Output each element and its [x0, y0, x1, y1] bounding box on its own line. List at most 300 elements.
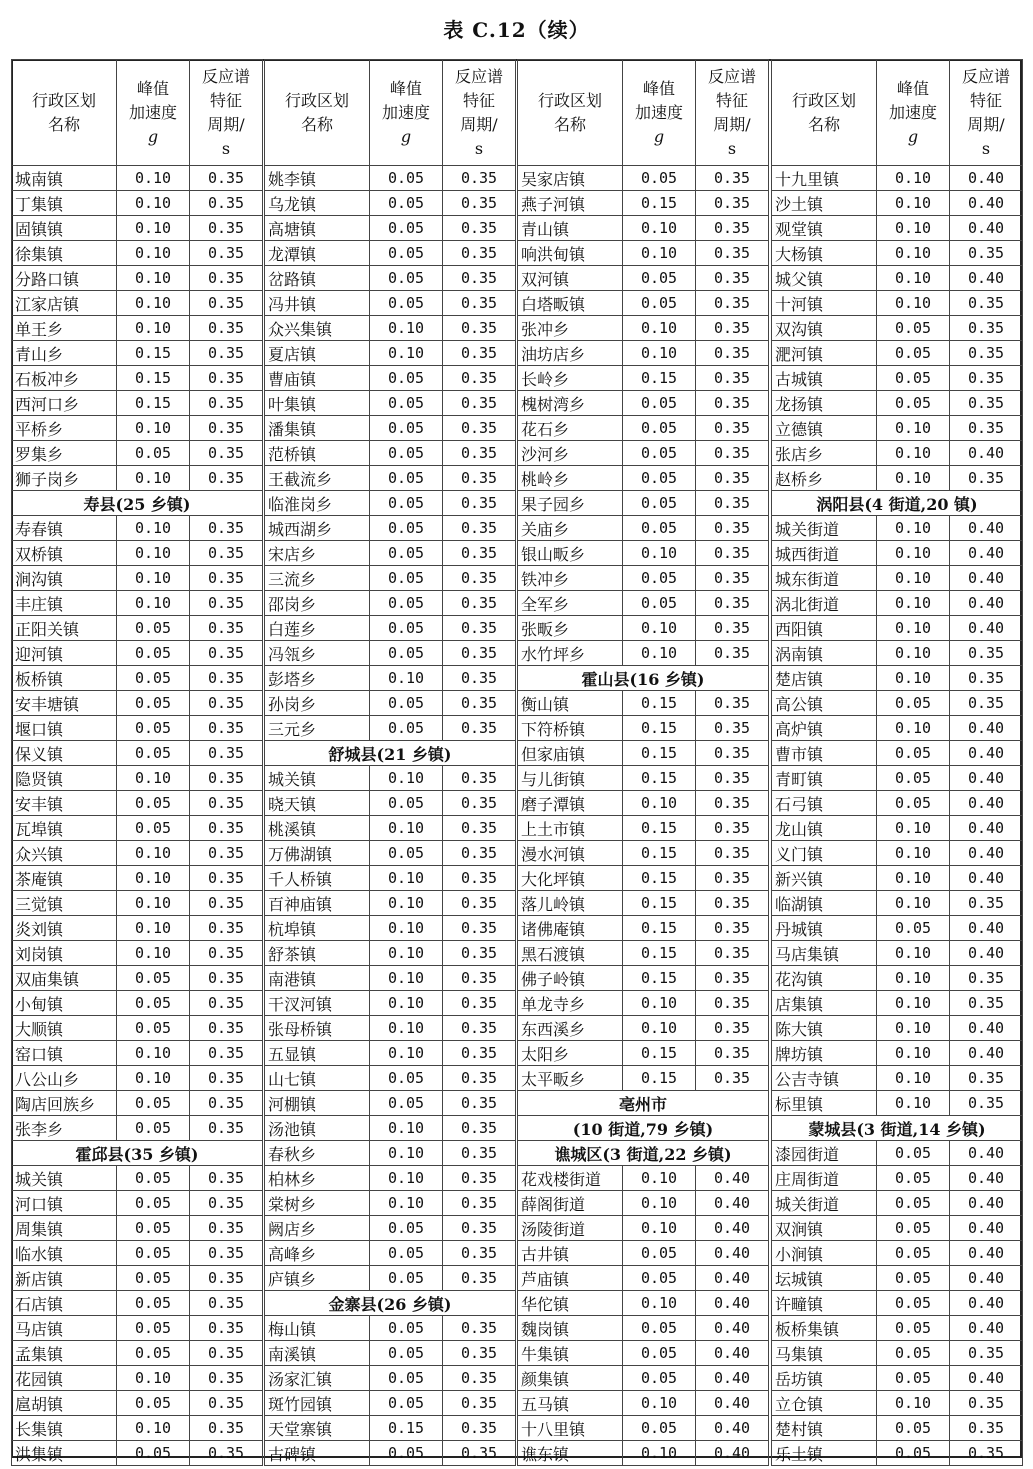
period-value: 0.40: [950, 791, 1023, 816]
region-name: 青町镇: [772, 766, 877, 791]
table-row: [12, 691, 263, 716]
table-row: [12, 266, 263, 291]
region-name: 河棚镇: [265, 1091, 370, 1116]
peak-acceleration-value: 0.05: [370, 716, 443, 741]
period-value: 0.40: [696, 1391, 769, 1416]
table-row: [12, 191, 263, 216]
peak-acceleration-value: 0.15: [623, 716, 696, 741]
group-heading: 亳州市: [518, 1091, 769, 1116]
table-row: [12, 841, 263, 866]
period-value: 0.35: [443, 566, 516, 591]
peak-acceleration-value: 0.15: [623, 741, 696, 766]
region-name: 长集镇: [12, 1416, 117, 1441]
peak-acceleration-value: 0.05: [117, 1191, 190, 1216]
period-value: 0.40: [696, 1366, 769, 1391]
peak-acceleration-value: 0.10: [623, 1391, 696, 1416]
peak-acceleration-value: 0.15: [623, 1066, 696, 1091]
period-value: 0.35: [696, 491, 769, 516]
region-name: 庐镇乡: [265, 1266, 370, 1291]
peak-acceleration-value: 0.05: [370, 841, 443, 866]
table-row: [265, 1191, 516, 1216]
table-row: [265, 291, 516, 316]
peak-acceleration-value: 0.05: [370, 1366, 443, 1391]
region-name: 乐土镇: [772, 1441, 877, 1466]
region-name: 丹城镇: [772, 916, 877, 941]
region-name: 斑竹园镇: [265, 1391, 370, 1416]
table-row: [518, 616, 769, 641]
header-row: [265, 60, 516, 166]
table-row: [518, 891, 769, 916]
table-row: [12, 241, 263, 266]
peak-acceleration-value: 0.05: [117, 1091, 190, 1116]
table-row: [265, 766, 516, 791]
period-value: 0.40: [950, 866, 1023, 891]
period-value: 0.35: [443, 1241, 516, 1266]
region-name: 青山镇: [518, 216, 623, 241]
table-row: [772, 1216, 1023, 1241]
peak-acceleration-value: 0.15: [623, 966, 696, 991]
table-row: [265, 616, 516, 641]
region-name: 众兴集镇: [265, 316, 370, 341]
region-name: 炎刘镇: [12, 916, 117, 941]
peak-acceleration-value: 0.10: [877, 891, 950, 916]
peak-acceleration-value: 0.05: [877, 391, 950, 416]
peak-acceleration-value: 0.10: [877, 1016, 950, 1041]
region-name: 大顺镇: [12, 1016, 117, 1041]
region-name: 店集镇: [772, 991, 877, 1016]
period-value: 0.35: [443, 1166, 516, 1191]
region-name: 冯瓴乡: [265, 641, 370, 666]
table-row: [772, 991, 1023, 1016]
group-heading: 寿县(25 乡镇): [12, 491, 263, 516]
peak-acceleration-value: 0.10: [370, 766, 443, 791]
peak-acceleration-value: 0.05: [877, 341, 950, 366]
period-value: 0.35: [443, 1141, 516, 1166]
period-value: 0.40: [950, 1191, 1023, 1216]
period-value: 0.35: [443, 391, 516, 416]
region-name: 隐贤镇: [12, 766, 117, 791]
region-name: 公吉寺镇: [772, 1066, 877, 1091]
period-value: 0.35: [190, 666, 263, 691]
region-name: 西阳镇: [772, 616, 877, 641]
peak-acceleration-value: 0.10: [877, 466, 950, 491]
region-name: 板桥镇: [12, 666, 117, 691]
table-row: [772, 1016, 1023, 1041]
peak-acceleration-value: 0.15: [623, 916, 696, 941]
peak-acceleration-value: 0.10: [623, 341, 696, 366]
region-name: 河口镇: [12, 1191, 117, 1216]
peak-acceleration-value: 0.10: [623, 316, 696, 341]
peak-acceleration-value: 0.10: [877, 716, 950, 741]
peak-acceleration-value: 0.05: [877, 316, 950, 341]
table-row: [772, 516, 1023, 541]
period-value: 0.35: [190, 891, 263, 916]
peak-acceleration-value: 0.10: [877, 991, 950, 1016]
group-row: [518, 1141, 769, 1166]
region-name: 千人桥镇: [265, 866, 370, 891]
table-row: [12, 1016, 263, 1041]
table-row: [518, 991, 769, 1016]
peak-acceleration-value: 0.10: [877, 1041, 950, 1066]
period-value: 0.40: [950, 566, 1023, 591]
peak-acceleration-value: 0.15: [623, 766, 696, 791]
period-value: 0.35: [443, 791, 516, 816]
region-name: 张店乡: [772, 441, 877, 466]
region-name: 丁集镇: [12, 191, 117, 216]
period-value: 0.40: [950, 716, 1023, 741]
region-name: 十八里镇: [518, 1416, 623, 1441]
peak-acceleration-value: 0.05: [623, 441, 696, 466]
period-value: 0.40: [950, 841, 1023, 866]
period-value: 0.35: [443, 1341, 516, 1366]
peak-acceleration-value: 0.10: [117, 1416, 190, 1441]
period-value: 0.40: [950, 816, 1023, 841]
period-value: 0.35: [190, 741, 263, 766]
table-row: [772, 441, 1023, 466]
table-row: [518, 741, 769, 766]
region-name: 石板冲乡: [12, 366, 117, 391]
peak-acceleration-value: 0.10: [877, 816, 950, 841]
peak-acceleration-value: 0.05: [877, 1366, 950, 1391]
seismic-table: [264, 59, 516, 1466]
period-value: 0.35: [443, 191, 516, 216]
period-value: 0.35: [190, 941, 263, 966]
peak-acceleration-value: 0.05: [117, 1241, 190, 1266]
period-value: 0.35: [443, 491, 516, 516]
peak-acceleration-value: 0.05: [623, 466, 696, 491]
table-row: [518, 866, 769, 891]
region-name: 临水镇: [12, 1241, 117, 1266]
table-row: [518, 416, 769, 441]
peak-acceleration-value: 0.05: [877, 1341, 950, 1366]
period-value: 0.35: [190, 316, 263, 341]
table-row: [772, 191, 1023, 216]
period-value: 0.35: [950, 966, 1023, 991]
table-row: [518, 591, 769, 616]
table-row: [772, 841, 1023, 866]
period-value: 0.35: [696, 966, 769, 991]
table-row: [12, 766, 263, 791]
region-name: 楚店镇: [772, 666, 877, 691]
region-name: 乌龙镇: [265, 191, 370, 216]
table-row: [265, 1316, 516, 1341]
table-row: [12, 941, 263, 966]
group-heading: (10 街道,79 乡镇): [518, 1116, 769, 1141]
peak-acceleration-value: 0.10: [117, 216, 190, 241]
peak-acceleration-value: 0.10: [370, 916, 443, 941]
peak-acceleration-value: 0.10: [370, 316, 443, 341]
period-value: 0.35: [190, 1041, 263, 1066]
period-value: 0.35: [443, 591, 516, 616]
period-value: 0.35: [696, 1041, 769, 1066]
region-name: 薛阁街道: [518, 1191, 623, 1216]
region-name: 义门镇: [772, 841, 877, 866]
region-name: 曹市镇: [772, 741, 877, 766]
peak-acceleration-value: 0.05: [370, 166, 443, 191]
table-row: [518, 366, 769, 391]
table-row: [518, 791, 769, 816]
peak-acceleration-value: 0.15: [623, 1041, 696, 1066]
peak-acceleration-value: 0.10: [623, 791, 696, 816]
region-name: 岳坊镇: [772, 1366, 877, 1391]
region-name: 张李乡: [12, 1116, 117, 1141]
period-value: 0.35: [696, 866, 769, 891]
table-row: [518, 191, 769, 216]
table-row: [772, 341, 1023, 366]
header-name: 行政区划 名称: [265, 60, 370, 166]
peak-acceleration-value: 0.05: [370, 616, 443, 641]
table-row: [265, 1066, 516, 1091]
region-name: 楚村镇: [772, 1416, 877, 1441]
period-value: 0.35: [443, 941, 516, 966]
region-name: 白塔畈镇: [518, 291, 623, 316]
region-name: 大化坪镇: [518, 866, 623, 891]
region-name: 双河镇: [518, 266, 623, 291]
peak-acceleration-value: 0.10: [877, 1391, 950, 1416]
region-name: 城关镇: [12, 1166, 117, 1191]
region-name: 涡南镇: [772, 641, 877, 666]
period-value: 0.35: [190, 716, 263, 741]
period-value: 0.35: [443, 1416, 516, 1441]
region-name: 庄周街道: [772, 1166, 877, 1191]
table-row: [265, 541, 516, 566]
region-name: 固镇镇: [12, 216, 117, 241]
period-value: 0.35: [190, 391, 263, 416]
region-name: 关庙乡: [518, 516, 623, 541]
period-value: 0.35: [443, 366, 516, 391]
period-value: 0.40: [696, 1266, 769, 1291]
region-name: 南溪镇: [265, 1341, 370, 1366]
table-row: [265, 1416, 516, 1441]
period-value: 0.35: [696, 366, 769, 391]
region-name: 佛子岭镇: [518, 966, 623, 991]
period-value: 0.35: [443, 1266, 516, 1291]
peak-acceleration-value: 0.10: [623, 1191, 696, 1216]
group-row: [518, 666, 769, 691]
period-value: 0.35: [696, 841, 769, 866]
peak-acceleration-value: 0.05: [623, 1366, 696, 1391]
table-row: [772, 916, 1023, 941]
period-value: 0.35: [190, 541, 263, 566]
peak-acceleration-value: 0.05: [370, 291, 443, 316]
region-name: 高塘镇: [265, 216, 370, 241]
period-value: 0.40: [950, 1366, 1023, 1391]
period-value: 0.40: [950, 916, 1023, 941]
table-row: [12, 1291, 263, 1316]
period-value: 0.35: [950, 1391, 1023, 1416]
table-row: [518, 166, 769, 191]
region-name: 三觉镇: [12, 891, 117, 916]
region-name: 张冲乡: [518, 316, 623, 341]
table-column-4: [771, 59, 1022, 1464]
period-value: 0.40: [950, 1216, 1023, 1241]
period-value: 0.35: [696, 991, 769, 1016]
peak-acceleration-value: 0.10: [877, 566, 950, 591]
peak-acceleration-value: 0.10: [623, 616, 696, 641]
table-row: [12, 791, 263, 816]
period-value: 0.35: [190, 366, 263, 391]
peak-acceleration-value: 0.05: [370, 191, 443, 216]
group-heading: 舒城县(21 乡镇): [265, 741, 516, 766]
group-row: [772, 1116, 1023, 1141]
period-value: 0.35: [190, 266, 263, 291]
region-name: 临淮岗乡: [265, 491, 370, 516]
peak-acceleration-value: 0.05: [117, 1316, 190, 1341]
region-name: 桃溪镇: [265, 816, 370, 841]
period-value: 0.35: [190, 566, 263, 591]
peak-acceleration-value: 0.05: [370, 566, 443, 591]
peak-acceleration-value: 0.05: [117, 1166, 190, 1191]
period-value: 0.40: [950, 1241, 1023, 1266]
period-value: 0.35: [190, 1091, 263, 1116]
seismic-table: [517, 59, 769, 1466]
period-value: 0.40: [950, 266, 1023, 291]
region-name: 刘岗镇: [12, 941, 117, 966]
peak-acceleration-value: 0.15: [623, 816, 696, 841]
table-row: [518, 1391, 769, 1416]
table-row: [518, 441, 769, 466]
region-name: 陈大镇: [772, 1016, 877, 1041]
peak-acceleration-value: 0.05: [370, 1241, 443, 1266]
region-name: 平桥乡: [12, 416, 117, 441]
region-name: 涧沟镇: [12, 566, 117, 591]
region-name: 城西湖乡: [265, 516, 370, 541]
table-row: [772, 266, 1023, 291]
region-name: 马集镇: [772, 1341, 877, 1366]
table-row: [12, 391, 263, 416]
peak-acceleration-value: 0.10: [623, 1441, 696, 1466]
header-characteristic-period: 反应谱 特征 周期/ s: [443, 60, 516, 166]
period-value: 0.35: [443, 1441, 516, 1466]
table-row: [12, 1116, 263, 1141]
group-row: [12, 491, 263, 516]
peak-acceleration-value: 0.10: [117, 241, 190, 266]
table-row: [265, 1141, 516, 1166]
region-name: 铁冲乡: [518, 566, 623, 591]
peak-acceleration-value: 0.05: [117, 991, 190, 1016]
period-value: 0.35: [696, 791, 769, 816]
region-name: 龙潭镇: [265, 241, 370, 266]
period-value: 0.35: [950, 241, 1023, 266]
table-row: [12, 966, 263, 991]
peak-acceleration-value: 0.05: [370, 391, 443, 416]
peak-acceleration-value: 0.10: [117, 316, 190, 341]
peak-acceleration-value: 0.05: [370, 1266, 443, 1291]
table-row: [772, 1091, 1023, 1116]
period-value: 0.35: [190, 841, 263, 866]
period-value: 0.35: [950, 991, 1023, 1016]
region-name: 罗集乡: [12, 441, 117, 466]
table-row: [518, 1216, 769, 1241]
peak-acceleration-value: 0.05: [117, 1391, 190, 1416]
region-name: 五马镇: [518, 1391, 623, 1416]
period-value: 0.35: [696, 766, 769, 791]
period-value: 0.35: [443, 966, 516, 991]
region-name: 三元乡: [265, 716, 370, 741]
period-value: 0.40: [696, 1441, 769, 1466]
peak-acceleration-value: 0.05: [877, 766, 950, 791]
peak-acceleration-value: 0.10: [117, 916, 190, 941]
peak-acceleration-value: 0.10: [117, 566, 190, 591]
table-row: [265, 316, 516, 341]
table-row: [518, 541, 769, 566]
region-name: 古井镇: [518, 1241, 623, 1266]
period-value: 0.35: [696, 216, 769, 241]
table-row: [772, 1266, 1023, 1291]
region-name: 汤陵街道: [518, 1216, 623, 1241]
region-name: 坛城镇: [772, 1266, 877, 1291]
period-value: 0.35: [190, 191, 263, 216]
region-name: 丰庄镇: [12, 591, 117, 616]
group-heading: 谯城区(3 街道,22 乡镇): [518, 1141, 769, 1166]
region-name: 天堂寨镇: [265, 1416, 370, 1441]
region-name: 万佛湖镇: [265, 841, 370, 866]
table-row: [265, 216, 516, 241]
table-row: [265, 1241, 516, 1266]
region-name: 谯东镇: [518, 1441, 623, 1466]
peak-acceleration-value: 0.10: [623, 216, 696, 241]
table-row: [265, 266, 516, 291]
peak-acceleration-value: 0.10: [117, 941, 190, 966]
period-value: 0.35: [443, 1216, 516, 1241]
period-value: 0.35: [950, 1341, 1023, 1366]
region-name: 江家店镇: [12, 291, 117, 316]
period-value: 0.35: [190, 641, 263, 666]
region-name: 保义镇: [12, 741, 117, 766]
region-name: 许疃镇: [772, 1291, 877, 1316]
table-row: [772, 291, 1023, 316]
region-name: 阙店乡: [265, 1216, 370, 1241]
period-value: 0.35: [443, 241, 516, 266]
region-name: 城父镇: [772, 266, 877, 291]
table-row: [518, 1341, 769, 1366]
peak-acceleration-value: 0.10: [877, 516, 950, 541]
region-name: 下符桥镇: [518, 716, 623, 741]
peak-acceleration-value: 0.10: [370, 866, 443, 891]
period-value: 0.35: [443, 1316, 516, 1341]
period-value: 0.35: [950, 1066, 1023, 1091]
period-value: 0.35: [443, 1016, 516, 1041]
peak-acceleration-value: 0.05: [623, 1241, 696, 1266]
period-value: 0.35: [696, 1016, 769, 1041]
peak-acceleration-value: 0.10: [117, 291, 190, 316]
table-row: [518, 1166, 769, 1191]
period-value: 0.35: [190, 416, 263, 441]
period-value: 0.40: [696, 1416, 769, 1441]
period-value: 0.35: [443, 1391, 516, 1416]
table-title: 表 C.12（续）: [443, 18, 590, 42]
region-name: 城西街道: [772, 541, 877, 566]
peak-acceleration-value: 0.05: [370, 1066, 443, 1091]
region-name: 新店镇: [12, 1266, 117, 1291]
period-value: 0.35: [190, 341, 263, 366]
table-row: [772, 616, 1023, 641]
peak-acceleration-value: 0.15: [117, 391, 190, 416]
period-value: 0.35: [950, 316, 1023, 341]
region-name: 龙扬镇: [772, 391, 877, 416]
period-value: 0.35: [696, 341, 769, 366]
region-name: 三流乡: [265, 566, 370, 591]
region-name: 张畈乡: [518, 616, 623, 641]
peak-acceleration-value: 0.05: [623, 266, 696, 291]
table-row: [12, 316, 263, 341]
period-value: 0.35: [696, 166, 769, 191]
peak-acceleration-value: 0.05: [370, 541, 443, 566]
period-value: 0.35: [190, 1391, 263, 1416]
region-name: 魏岗镇: [518, 1316, 623, 1341]
group-heading: 涡阳县(4 街道,20 镇): [772, 491, 1023, 516]
table-row: [12, 1366, 263, 1391]
